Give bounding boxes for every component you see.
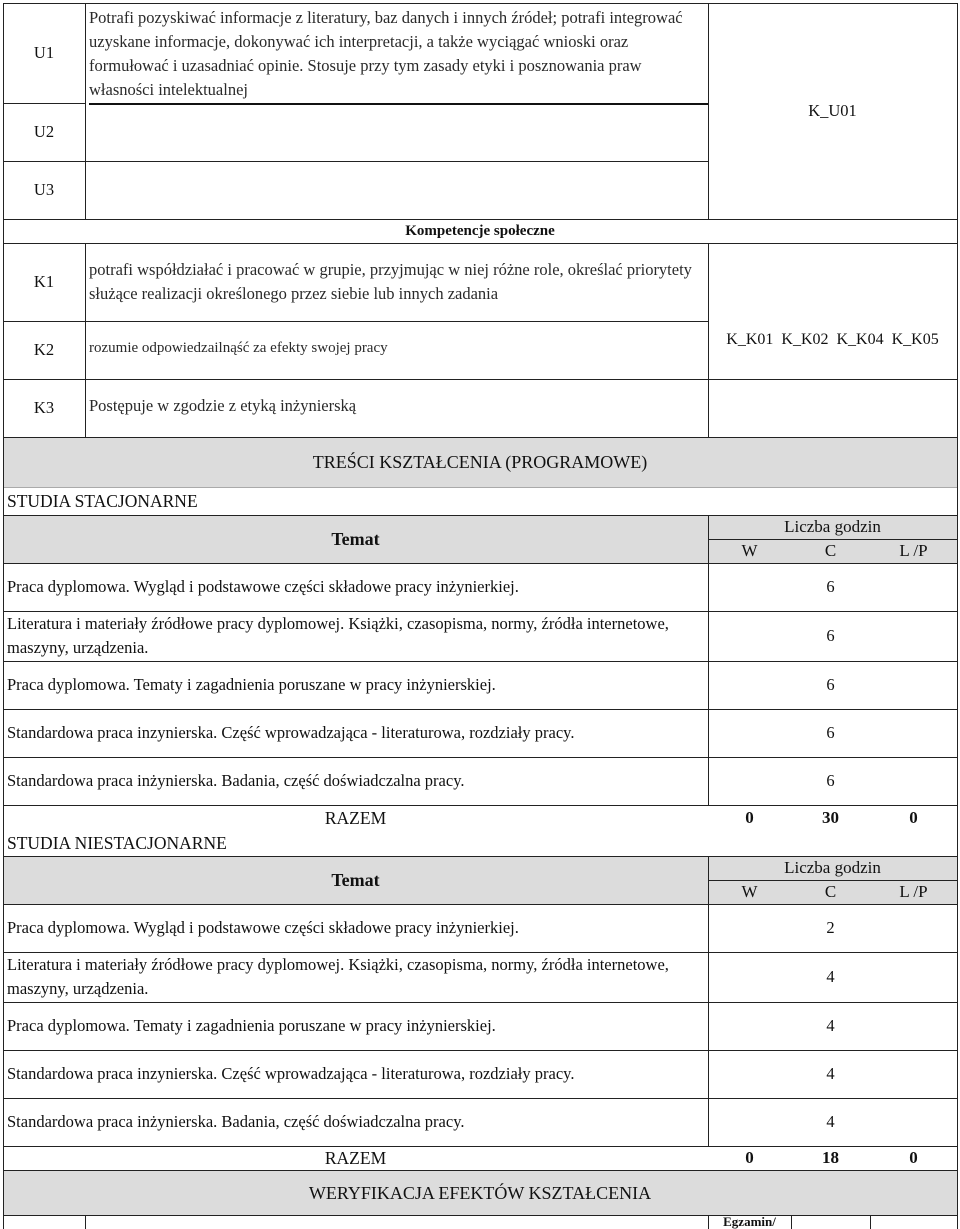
stationary-topic-3: Praca dyplomowa. Tematy i zagadnienia poruszane w pracy inżynierskiej. (7, 675, 496, 694)
stationary-topic-5: Standardowa praca inżynierska. Badania, część doświadczalna pracy. (7, 771, 465, 790)
nonstationary-total-label: RAZEM (324, 1147, 387, 1168)
stationary-hours-c-3: 6 (826, 675, 835, 694)
nonstationary-label: STUDIA NIESTACJONARNE (7, 833, 227, 853)
nonstationary-hours-c-1: 2 (826, 918, 835, 937)
stationary-topic-header: Temat (331, 528, 380, 549)
stationary-total-lp: 0 (909, 808, 918, 827)
row-code-k3: K3 (33, 398, 55, 417)
stationary-topic-4: Standardowa praca inzynierska. Część wprowadzająca - literaturowa, rozdziały pracy. (7, 723, 575, 742)
stationary-col-lp: L /P (899, 541, 928, 560)
stationary-total-w: 0 (745, 808, 754, 827)
stationary-hours-c-2: 6 (826, 626, 835, 645)
row-desc-u1: Potrafi pozyskiwać informacje z literatury, baz danych i innych źródeł; potrafi integrować uzyskane informacje, dokonywać ich interpretacji, a także wyciągać wnioski oraz formułować i uzasadniać opinie. Stosuje przy tym zasady etyki i posznowania praw własności intelektualnej (89, 8, 683, 99)
nonstationary-hours-c-2: 4 (826, 967, 835, 986)
nonstationary-topic-3: Praca dyplomowa. Tematy i zagadnienia poruszane w pracy inżynierskiej. (7, 1016, 496, 1035)
nonstationary-topic-header: Temat (331, 869, 380, 890)
stationary-col-c: C (824, 541, 837, 560)
program-title: TREŚCI KSZTAŁCENIA (PROGRAMOWE) (312, 451, 648, 472)
k-reference: K_K01 K_K02 K_K04 K_K05 (726, 331, 939, 348)
nonstationary-topic-5: Standardowa praca inżynierska. Badania, część doświadczalna pracy. (7, 1112, 465, 1131)
row-code-k1: K1 (33, 272, 55, 291)
row-desc-k1: potrafi współdziałać i pracować w grupie, przyjmując w niej różne role, określać priorytety służące realizacji określonego przez siebie lub innych zadania (89, 260, 692, 303)
stationary-topic-2: Literatura i materiały źródłowe pracy dyplomowej. Książki, czasopisma, normy, źródła internetowe, maszyny, urządzenia. (7, 614, 669, 657)
stationary-total-label: RAZEM (324, 807, 387, 828)
stationary-hours-c-5: 6 (826, 771, 835, 790)
nonstationary-topic-4: Standardowa praca inzynierska. Część wprowadzająca - literaturowa, rozdziały pracy. (7, 1064, 575, 1083)
stationary-col-w: W (741, 541, 758, 560)
nonstationary-hours-c-4: 4 (826, 1064, 835, 1083)
stationary-hours-header: Liczba godzin (784, 517, 881, 536)
stationary-hours-c-4: 6 (826, 723, 835, 742)
stationary-topic-1: Praca dyplomowa. Wygląd i podstawowe części składowe pracy inżynierkiej. (7, 577, 519, 596)
nonstationary-col-w: W (741, 882, 758, 901)
nonstationary-total-lp: 0 (909, 1148, 918, 1167)
row-desc-k3: Postępuje w zgodzie z etyką inżynierską (89, 396, 357, 415)
row-code-k2: K2 (33, 340, 55, 359)
row-code-u1: U1 (33, 43, 55, 62)
stationary-total-c: 30 (822, 808, 839, 827)
row-code-u2: U2 (33, 122, 55, 141)
verification-title: WERYFIKACJA EFEKTÓW KSZTAŁCENIA (308, 1182, 652, 1203)
stationary-label: STUDIA STACJONARNE (7, 490, 198, 511)
nonstationary-col-c: C (824, 882, 837, 901)
nonstationary-hours-header: Liczba godzin (784, 858, 881, 877)
nonstationary-hours-c-5: 4 (826, 1112, 835, 1131)
nonstationary-topic-1: Praca dyplomowa. Wygląd i podstawowe części składowe pracy inżynierkiej. (7, 918, 519, 937)
exam-header-fragment: Egzamin/ (723, 1215, 776, 1229)
nonstationary-col-lp: L /P (899, 882, 928, 901)
nonstationary-topic-2: Literatura i materiały źródłowe pracy dyplomowej. Książki, czasopisma, normy, źródła internetowe, maszyny, urządzenia. (7, 955, 669, 998)
row-desc-k2: rozumie odpowiedzailnąść za efekty swojej pracy (89, 340, 388, 356)
u-reference: K_U01 (808, 101, 857, 120)
nonstationary-total-c: 18 (822, 1148, 839, 1167)
stationary-hours-c-1: 6 (826, 577, 835, 596)
social-competences-header: Kompetencje społeczne (405, 222, 555, 239)
nonstationary-hours-c-3: 4 (826, 1016, 835, 1035)
row-code-u3: U3 (33, 180, 55, 199)
nonstationary-total-w: 0 (745, 1148, 754, 1167)
